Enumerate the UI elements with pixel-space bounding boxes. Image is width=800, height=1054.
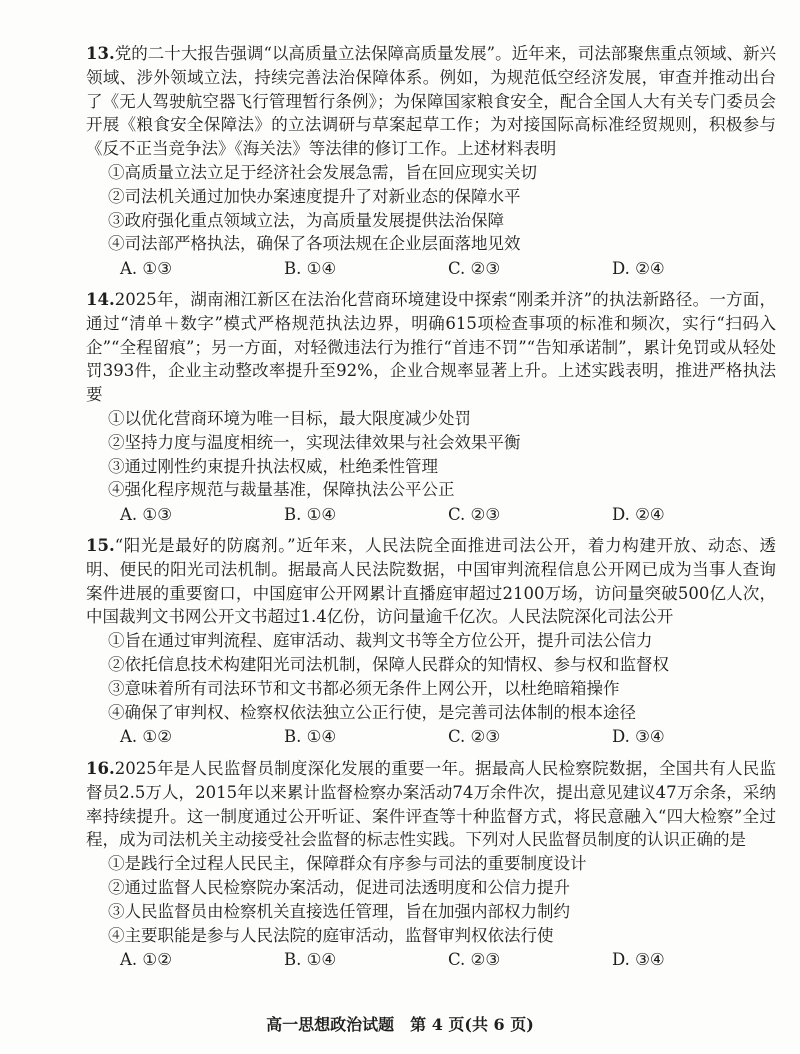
statement: ②坚持力度与温度相统一，实现法律效果与社会效果平衡	[108, 432, 521, 452]
statement: ①旨在通过审判流程、庭审活动、裁判文书等全方位公开，提升司法公信力	[108, 631, 653, 651]
answer-options	[86, 502, 776, 528]
statement: ②依托信息技术构建阳光司法机制，保障人民群众的知情权、参与权和监督权	[108, 654, 669, 674]
statement: ②司法机关通过加快办案速度提升了对新业态的保障水平	[108, 186, 521, 206]
question-14	[86, 288, 776, 528]
option-d: D. ②④	[612, 505, 665, 525]
statement: ①高质量立法立足于经济社会发展急需，旨在回应现实关切	[108, 162, 537, 182]
option-a: A. ①③	[120, 259, 172, 279]
option-c: C. ②③	[448, 259, 501, 279]
question-15	[86, 534, 776, 750]
statement: ④确保了审判权、检察权依法独立公正行使，是完善司法体制的根本途径	[108, 702, 636, 722]
option-b: B. ①④	[284, 505, 337, 525]
question-stem	[86, 534, 776, 629]
question-stem	[86, 42, 776, 161]
option-b: B. ①④	[284, 950, 337, 970]
page-footer: 高一思想政治试题 第 4 页(共 6 页)	[266, 1015, 534, 1034]
statement: ③意味着所有司法环节和文书都必须无条件上网公开，以杜绝暗箱操作	[108, 678, 620, 698]
question-16	[86, 757, 776, 973]
question-stem	[86, 757, 776, 852]
option-c: C. ②③	[448, 950, 501, 970]
statement: ③通过刚性约束提升执法权威，杜绝柔性管理	[108, 456, 438, 476]
option-b: B. ①④	[284, 727, 337, 747]
option-c: C. ②③	[448, 505, 501, 525]
question-text: 党的二十大报告强调“以高质量立法保障高质量发展”。近年来，司法部聚焦重点领域、新兴领域、涉外领域立法，持续完善法治保障体系。例如，为规范低空经济发展，审查并推动出台了《无人驾驶航空器飞行管理暂行条例》；为保障国家粮食安全，配合全国人大有关专门委员会开展《粮食安全保障法》的立法调研与草案起草工作；为对接国际高标准经贸规则，积极参与《反不正当竞争法》《海关法》等法律的修订工作。上述材料表明	[86, 44, 776, 159]
question-number: 14.	[86, 290, 115, 309]
statement: ③人民监督员由检察机关直接选任管理，旨在加强内部权力制约	[108, 901, 570, 921]
option-b: B. ①④	[284, 259, 337, 279]
question-stem	[86, 288, 776, 407]
statement: ②通过监督人民检察院办案活动，促进司法透明度和公信力提升	[108, 877, 570, 897]
option-d: D. ②④	[612, 259, 665, 279]
statement: ④主要职能是参与人民法院的庭审活动，监督审判权依法行使	[108, 925, 554, 945]
option-a: A. ①③	[120, 505, 172, 525]
question-number: 15.	[86, 536, 115, 555]
statement: ①是践行全过程人民民主，保障群众有序参与司法的重要制度设计	[108, 854, 587, 874]
statement: ④司法部严格执法，确保了各项法规在企业层面落地见效	[108, 234, 521, 254]
answer-options	[86, 724, 776, 750]
question-text: 2025年，湖南湘江新区在法治化营商环境建设中探索“刚柔并济”的执法新路径。一方面，通过“清单＋数字”模式严格规范执法边界，明确615项检查事项的标准和频次，实行“扫码入企”“全程留痕”；另一方面，对轻微违法行为推行“首违不罚”“告知承诺制”，累计免罚或从轻处罚393件，企业主动整改率提升至92%，企业合规率显著上升。上述实践表明，推进严格执法要	[86, 290, 776, 405]
question-text: 2025年是人民监督员制度深化发展的重要一年。据最高人民检察院数据，全国共有人民监督员2.5万人，2015年以来累计监督检察办案活动74万余件次，提出意见建议47万余条，采纳率持续提升。这一制度通过公开听证、案件评查等十种监督方式，将民意融入“四大检察”全过程，成为司法机关主动接受社会监督的标志性实践。下列对人民监督员制度的认识正确的是	[86, 759, 776, 850]
statement: ①以优化营商环境为唯一目标，最大限度减少处罚	[108, 408, 471, 428]
question-text: “阳光是最好的防腐剂。”近年来，人民法院全面推进司法公开，着力构建开放、动态、透明、便民的阳光司法机制。据最高人民法院数据，中国审判流程信息公开网已成为当事人查询案件进展的重要窗口，中国庭审公开网累计直播庭审超过2100万场，访问量突破500亿人次，中国裁判文书网公开文书超过1.4亿份，访问量逾千亿次。人民法院深化司法公开	[86, 536, 776, 627]
question-13	[86, 42, 776, 282]
option-c: C. ②③	[448, 727, 501, 747]
statement: ④强化程序规范与裁量基准，保障执法公平公正	[108, 480, 455, 500]
option-a: A. ①②	[120, 950, 172, 970]
question-number: 16.	[86, 759, 115, 778]
option-d: D. ③④	[612, 950, 665, 970]
answer-options	[86, 256, 776, 282]
answer-options	[86, 947, 776, 973]
option-a: A. ①②	[120, 727, 172, 747]
question-number: 13.	[86, 44, 115, 63]
option-d: D. ③④	[612, 727, 665, 747]
statement: ③政府强化重点领域立法，为高质量发展提供法治保障	[108, 210, 504, 230]
